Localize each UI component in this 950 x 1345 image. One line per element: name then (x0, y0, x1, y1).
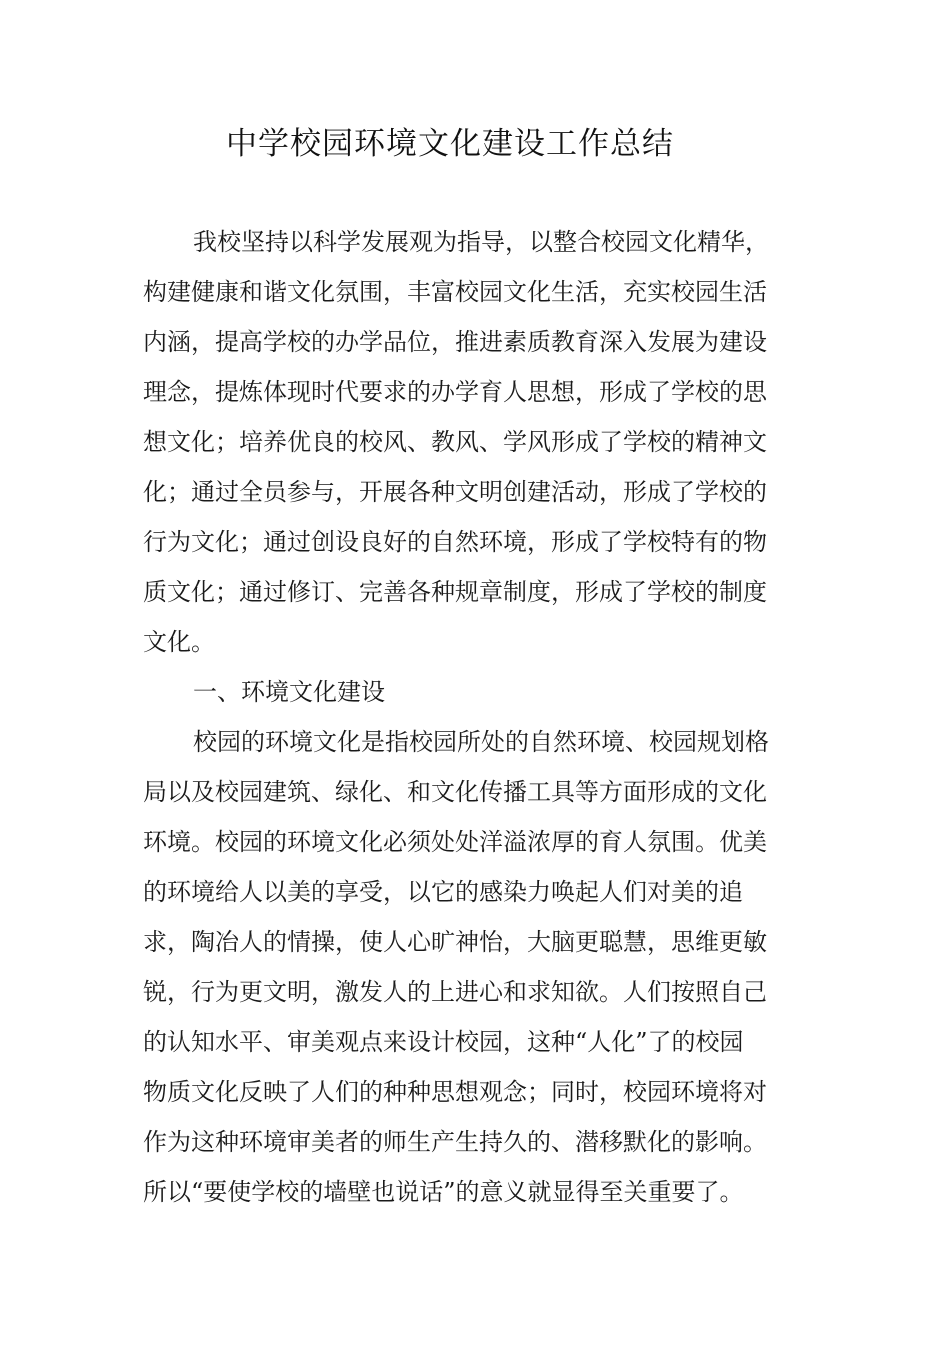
paragraph-line: 内涵，提高学校的办学品位，推进素质教育深入发展为建设 (143, 328, 767, 356)
document-title: 中学校园环境文化建设工作总结 (226, 126, 674, 162)
paragraph-line: 校园的环境文化是指校园所处的自然环境、校园规划格 (193, 728, 769, 756)
paragraph-line: 的认知水平、审美观点来设计校园，这种“人化”了的校园 (143, 1028, 744, 1056)
paragraph-line: 所以“要使学校的墙壁也说话”的意义就显得至关重要了。 (143, 1178, 744, 1206)
paragraph-line: 理念，提炼体现时代要求的办学育人思想，形成了学校的思 (143, 378, 767, 406)
paragraph-line: 求，陶冶人的情操，使人心旷神怡，大脑更聪慧，思维更敏 (143, 928, 767, 956)
paragraph-line: 局以及校园建筑、绿化、和文化传播工具等方面形成的文化 (143, 778, 767, 806)
document-body (143, 217, 769, 1217)
paragraph-line: 的环境给人以美的享受，以它的感染力唤起人们对美的追 (143, 878, 743, 906)
paragraph-line: 文化。 (143, 628, 215, 656)
paragraph-line: 构建健康和谐文化氛围，丰富校园文化生活，充实校园生活 (143, 278, 767, 306)
paragraph-line: 行为文化；通过创设良好的自然环境，形成了学校特有的物 (143, 528, 767, 556)
paragraph-line: 锐，行为更文明，激发人的上进心和求知欲。人们按照自己 (143, 978, 767, 1006)
paragraph-line: 质文化；通过修订、完善各种规章制度，形成了学校的制度 (143, 578, 767, 606)
section-heading: 一、环境文化建设 (193, 678, 385, 706)
paragraph-line: 我校坚持以科学发展观为指导，以整合校园文化精华， (193, 228, 769, 256)
paragraph-line: 环境。校园的环境文化必须处处洋溢浓厚的育人氛围。优美 (143, 828, 767, 856)
paragraph-line: 化；通过全员参与，开展各种文明创建活动，形成了学校的 (143, 478, 767, 506)
paragraph-line: 物质文化反映了人们的种种思想观念；同时，校园环境将对 (143, 1078, 767, 1106)
paragraph-line: 想文化；培养优良的校风、教风、学风形成了学校的精神文 (143, 428, 767, 456)
paragraph-line: 作为这种环境审美者的师生产生持久的、潜移默化的影响。 (143, 1128, 767, 1156)
